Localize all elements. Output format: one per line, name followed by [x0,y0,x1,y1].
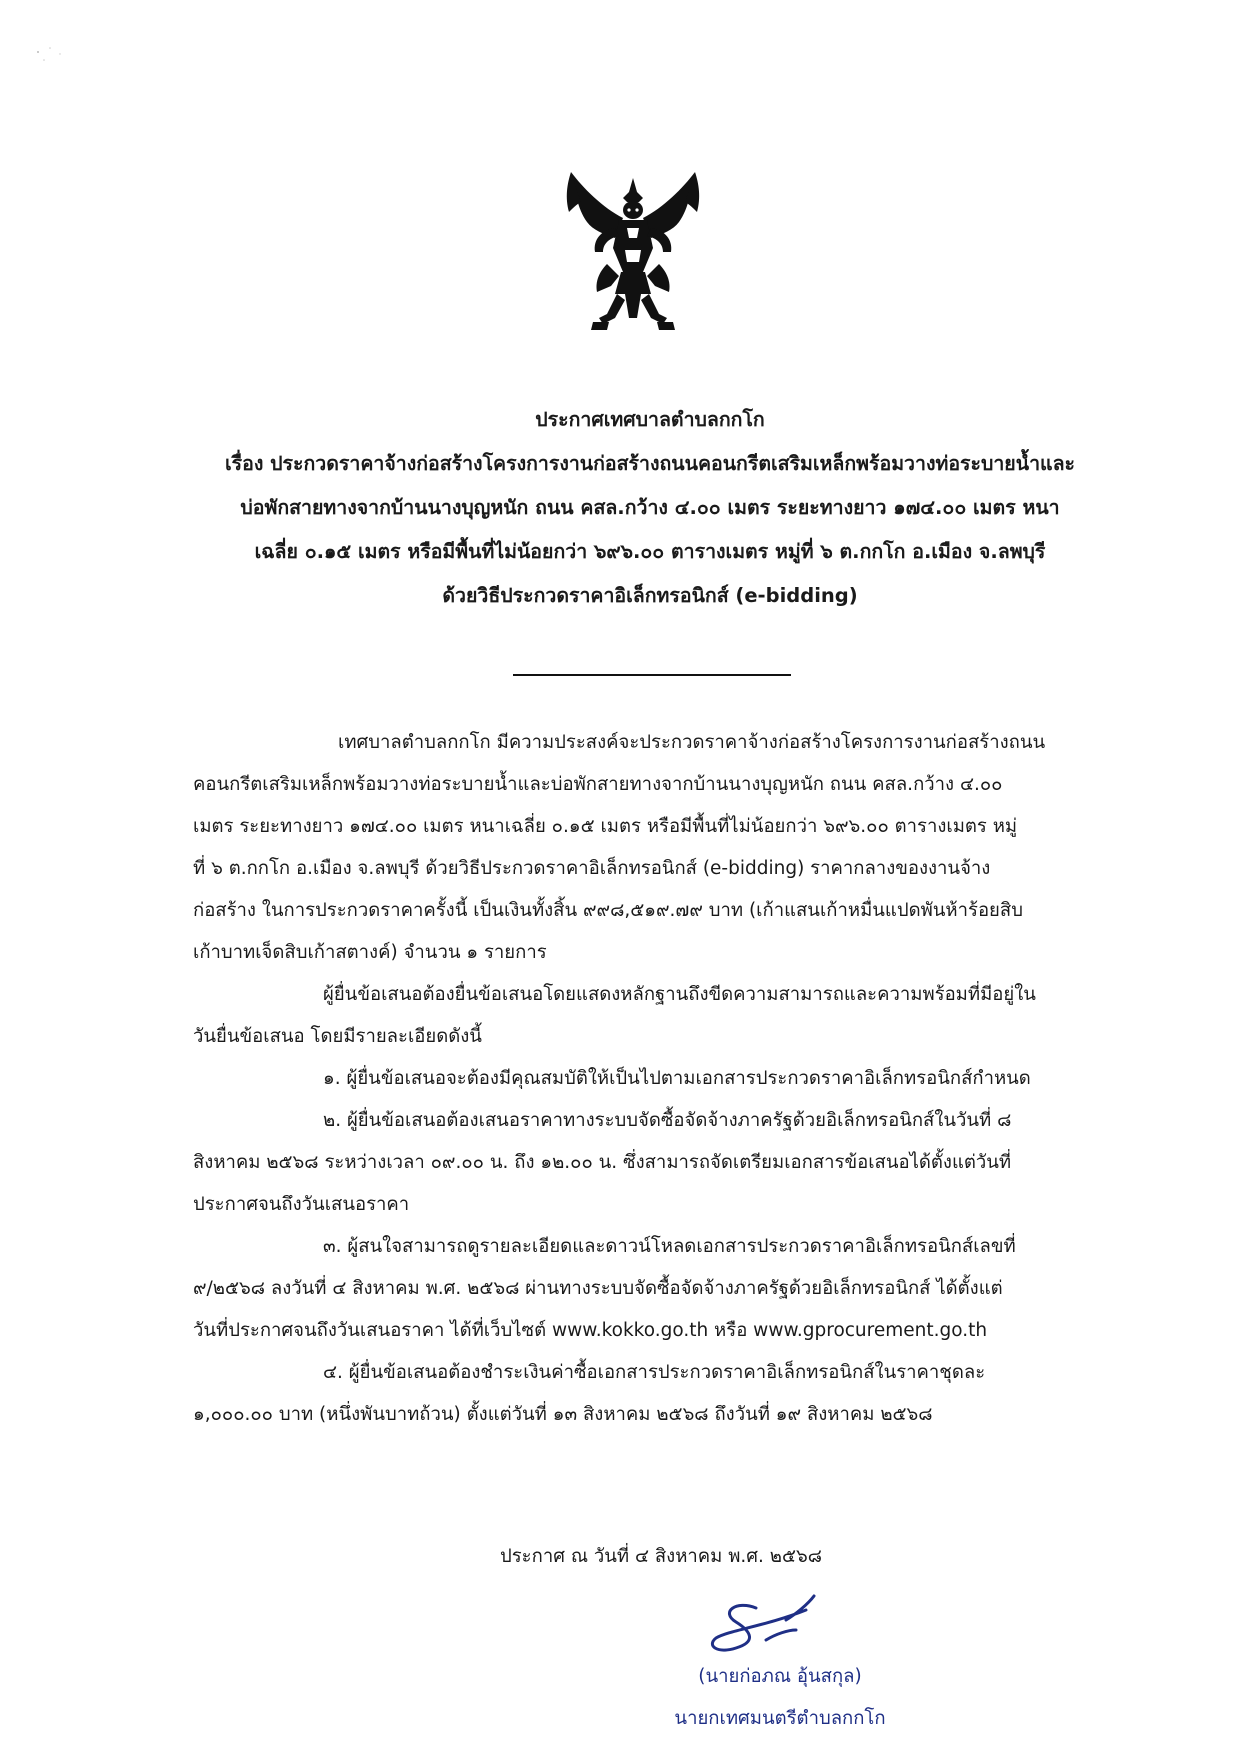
intro-line: เทศบาลตำบลกกโก มีความประสงค์จะประกวดราคาจ้างก่อสร้างโครงการงานก่อสร้างถนน [338,732,1046,753]
item-2-line: สิงหาคม ๒๕๖๘ ระหว่างเวลา ๐๙.๐๐ น. ถึง ๑๒.๐๐ น. ซึ่งสามารถจัดเตรียมเอกสารข้อเสนอได้ตั้งแต่วันที่ [193,1152,1012,1173]
subject-line-3: เฉลี่ย ๐.๑๕ เมตร หรือมีพื้นที่ไม่น้อยกว่า ๖๙๖.๐๐ ตารางเมตร หมู่ที่ ๖ ต.กกโก อ.เมือง จ.ลพบุรี [254,540,1046,563]
intro-line: เก้าบาทเจ็ดสิบเก้าสตางค์) จำนวน ๑ รายการ [193,942,547,963]
item-3 [193,1226,1098,1352]
intro-paragraph [193,722,1098,974]
qualification-line: วันยื่นข้อเสนอ โดยมีรายละเอียดดังนี้ [193,1026,482,1047]
subject-line-1: เรื่อง ประกวดราคาจ้างก่อสร้างโครงการงานก่อสร้างถนนคอนกรีตเสริมเหล็กพร้อมวางท่อระบายน้ำและ [224,452,1076,475]
item-3-line: ๓. ผู้สนใจสามารถดูรายละเอียดและดาวน์โหลดเอกสารประกวดราคาอิเล็กทรอนิกส์เลขที่ [323,1236,1016,1257]
handwritten-signature [696,1590,846,1670]
subject-line-2: บ่อพักสายทางจากบ้านนางบุญหนัก ถนน คสล.กว้าง ๔.๐๐ เมตร ระยะทางยาว ๑๗๔.๐๐ เมตร หนา [240,496,1060,519]
announcement-date: ประกาศ ณ วันที่ ๔ สิงหาคม พ.ศ. ๒๕๖๘ [500,1546,823,1567]
item-3-line: ๙/๒๕๖๘ ลงวันที่ ๔ สิงหาคม พ.ศ. ๒๕๖๘ ผ่านทางระบบจัดซื้อจัดจ้างภาครัฐด้วยอิเล็กทรอนิกส์ ได้ตั้งแต่ [193,1278,1003,1299]
item-1-line: ๑. ผู้ยื่นข้อเสนอจะต้องมีคุณสมบัติให้เป็นไปตามเอกสารประกวดราคาอิเล็กทรอนิกส์กำหนด [323,1068,1031,1089]
page-title: ประกาศเทศบาลตำบลกกโก [535,408,765,431]
signer-title: นายกเทศมนตรีตำบลกกโก [674,1708,886,1729]
intro-line: ก่อสร้าง ในการประกวดราคาครั้งนี้ เป็นเงินทั้งสิ้น ๙๙๘,๕๑๙.๗๙ บาท (เก้าแสนเก้าหมื่นแปดพันห้าร้อยสิบ [193,900,1023,921]
signer-name: (นายก่อภณ อุ้นสกุล) [698,1666,862,1687]
item-1 [193,1058,1098,1100]
qualification-line: ผู้ยื่นข้อเสนอต้องยื่นข้อเสนอโดยแสดงหลักฐานถึงขีดความสามารถและความพร้อมที่มีอยู่ใน [323,984,1036,1005]
scan-speck-marks [30,40,70,70]
title-divider [513,674,791,676]
item-4 [193,1352,1098,1436]
subject-line-4: ด้วยวิธีประกวดราคาอิเล็กทรอนิกส์ (e-bidding) [442,584,858,607]
intro-line: ที่ ๖ ต.กกโก อ.เมือง จ.ลพบุรี ด้วยวิธีประกวดราคาอิเล็กทรอนิกส์ (e-bidding) ราคากลางของงานจ้าง [193,858,991,879]
item-2 [193,1100,1098,1226]
qualification-paragraph [193,974,1098,1058]
subject-block [180,442,1120,618]
garuda-emblem-icon [563,168,703,338]
item-2-line: ๒. ผู้ยื่นข้อเสนอต้องเสนอราคาทางระบบจัดซื้อจัดจ้างภาครัฐด้วยอิเล็กทรอนิกส์ในวันที่ ๘ [323,1110,1012,1131]
subject-label: เรื่อง [224,452,264,475]
item-4-line: ๑,๐๐๐.๐๐ บาท (หนึ่งพันบาทถ้วน) ตั้งแต่วันที่ ๑๓ สิงหาคม ๒๕๖๘ ถึงวันที่ ๑๙ สิงหาคม ๒๕๖๘ [193,1404,933,1425]
item-2-line: ประกาศจนถึงวันเสนอราคา [193,1194,410,1215]
intro-line: เมตร ระยะทางยาว ๑๗๔.๐๐ เมตร หนาเฉลี่ย ๐.๑๕ เมตร หรือมีพื้นที่ไม่น้อยกว่า ๖๙๖.๐๐ ตารางเมตร หมู่ [193,816,1018,837]
item-4-line: ๔. ผู้ยื่นข้อเสนอต้องชำระเงินค่าซื้อเอกสารประกวดราคาอิเล็กทรอนิกส์ในราคาชุดละ [323,1362,986,1383]
item-3-line: วันที่ประกาศจนถึงวันเสนอราคา ได้ที่เว็บไซต์ www.kokko.go.th หรือ www.gprocurement.go.th [193,1320,988,1341]
intro-line: คอนกรีตเสริมเหล็กพร้อมวางท่อระบายน้ำและบ่อพักสายทางจากบ้านนางบุญหนัก ถนน คสล.กว้าง ๔.๐๐ [193,774,1003,795]
